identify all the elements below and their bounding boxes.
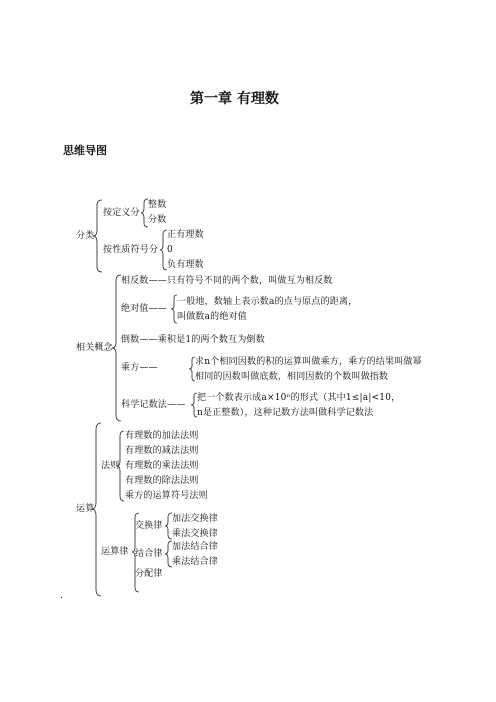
commutative-law-label: 交换律 bbox=[135, 521, 163, 531]
zero-item: 0 bbox=[167, 245, 173, 255]
scientific-notation-line1: 把一个数表示成a×10ⁿ的形式（其中1≤|a|<10， bbox=[197, 393, 401, 403]
rules-label: 法则 bbox=[101, 461, 120, 471]
power-sign-rule: 乘方的运算符号法则 bbox=[125, 491, 208, 501]
power-line1: 求n个相同因数的积的运算叫做乘方，乘方的结果叫做幂 bbox=[195, 357, 422, 367]
page-title: 第一章 有理数 bbox=[190, 91, 279, 107]
associative-law-label: 结合律 bbox=[135, 549, 163, 559]
by-definition-label: 按定义分 bbox=[103, 208, 140, 218]
addition-commutative: 加法交换律 bbox=[172, 514, 219, 524]
brace-by-definition bbox=[141, 199, 148, 227]
brace-commutative bbox=[165, 513, 172, 539]
negative-rational-item: 负有理数 bbox=[167, 260, 204, 270]
laws-label: 运算律 bbox=[101, 547, 129, 557]
brace-by-sign bbox=[160, 230, 167, 270]
brace-associative bbox=[165, 541, 172, 567]
opposite-number-definition: 相反数——只有符号不同的两个数，叫做互为相反数 bbox=[121, 276, 333, 286]
positive-rational-item: 正有理数 bbox=[167, 230, 204, 240]
subtraction-rule: 有理数的减法法则 bbox=[125, 446, 199, 456]
reciprocal-definition: 倒数——乘积是1的两个数互为倒数 bbox=[121, 335, 265, 345]
multiplication-rule: 有理数的乘法法则 bbox=[125, 461, 199, 471]
power-line2: 相同的因数叫做底数，相同因数的个数叫做指数 bbox=[195, 372, 389, 382]
section-heading: 思维导图 bbox=[63, 144, 107, 157]
absolute-value-line1: 一般地，数轴上表示数a的点与原点的距离， bbox=[177, 297, 358, 307]
by-sign-label: 按性质符号分 bbox=[103, 245, 159, 255]
multiplication-commutative: 乘法交换律 bbox=[172, 529, 219, 539]
division-rule: 有理数的除法法则 bbox=[125, 476, 199, 486]
distributive-law: 分配律 bbox=[135, 569, 163, 579]
operations-root: 运算 bbox=[76, 504, 95, 514]
scientific-notation-label: 科学记数法—— bbox=[121, 400, 186, 410]
scientific-notation-line2: n是正整数），这种记数方法叫做科学记数法 bbox=[197, 408, 374, 418]
concepts-root: 相关概念 bbox=[76, 343, 113, 353]
power-label: 乘方—— bbox=[121, 363, 158, 373]
absolute-value-line2: 叫做数a的绝对值 bbox=[177, 312, 247, 322]
fraction-item: 分数 bbox=[148, 215, 167, 225]
absolute-value-label: 绝对值—— bbox=[121, 304, 168, 314]
stray-mark: . bbox=[60, 591, 64, 601]
brace-concepts bbox=[112, 275, 121, 421]
classification-root: 分类 bbox=[76, 231, 95, 241]
addition-rule: 有理数的加法法则 bbox=[125, 431, 199, 441]
addition-associative: 加法结合律 bbox=[172, 542, 219, 552]
integer-item: 整数 bbox=[148, 200, 167, 210]
multiplication-associative: 乘法结合律 bbox=[172, 557, 219, 567]
